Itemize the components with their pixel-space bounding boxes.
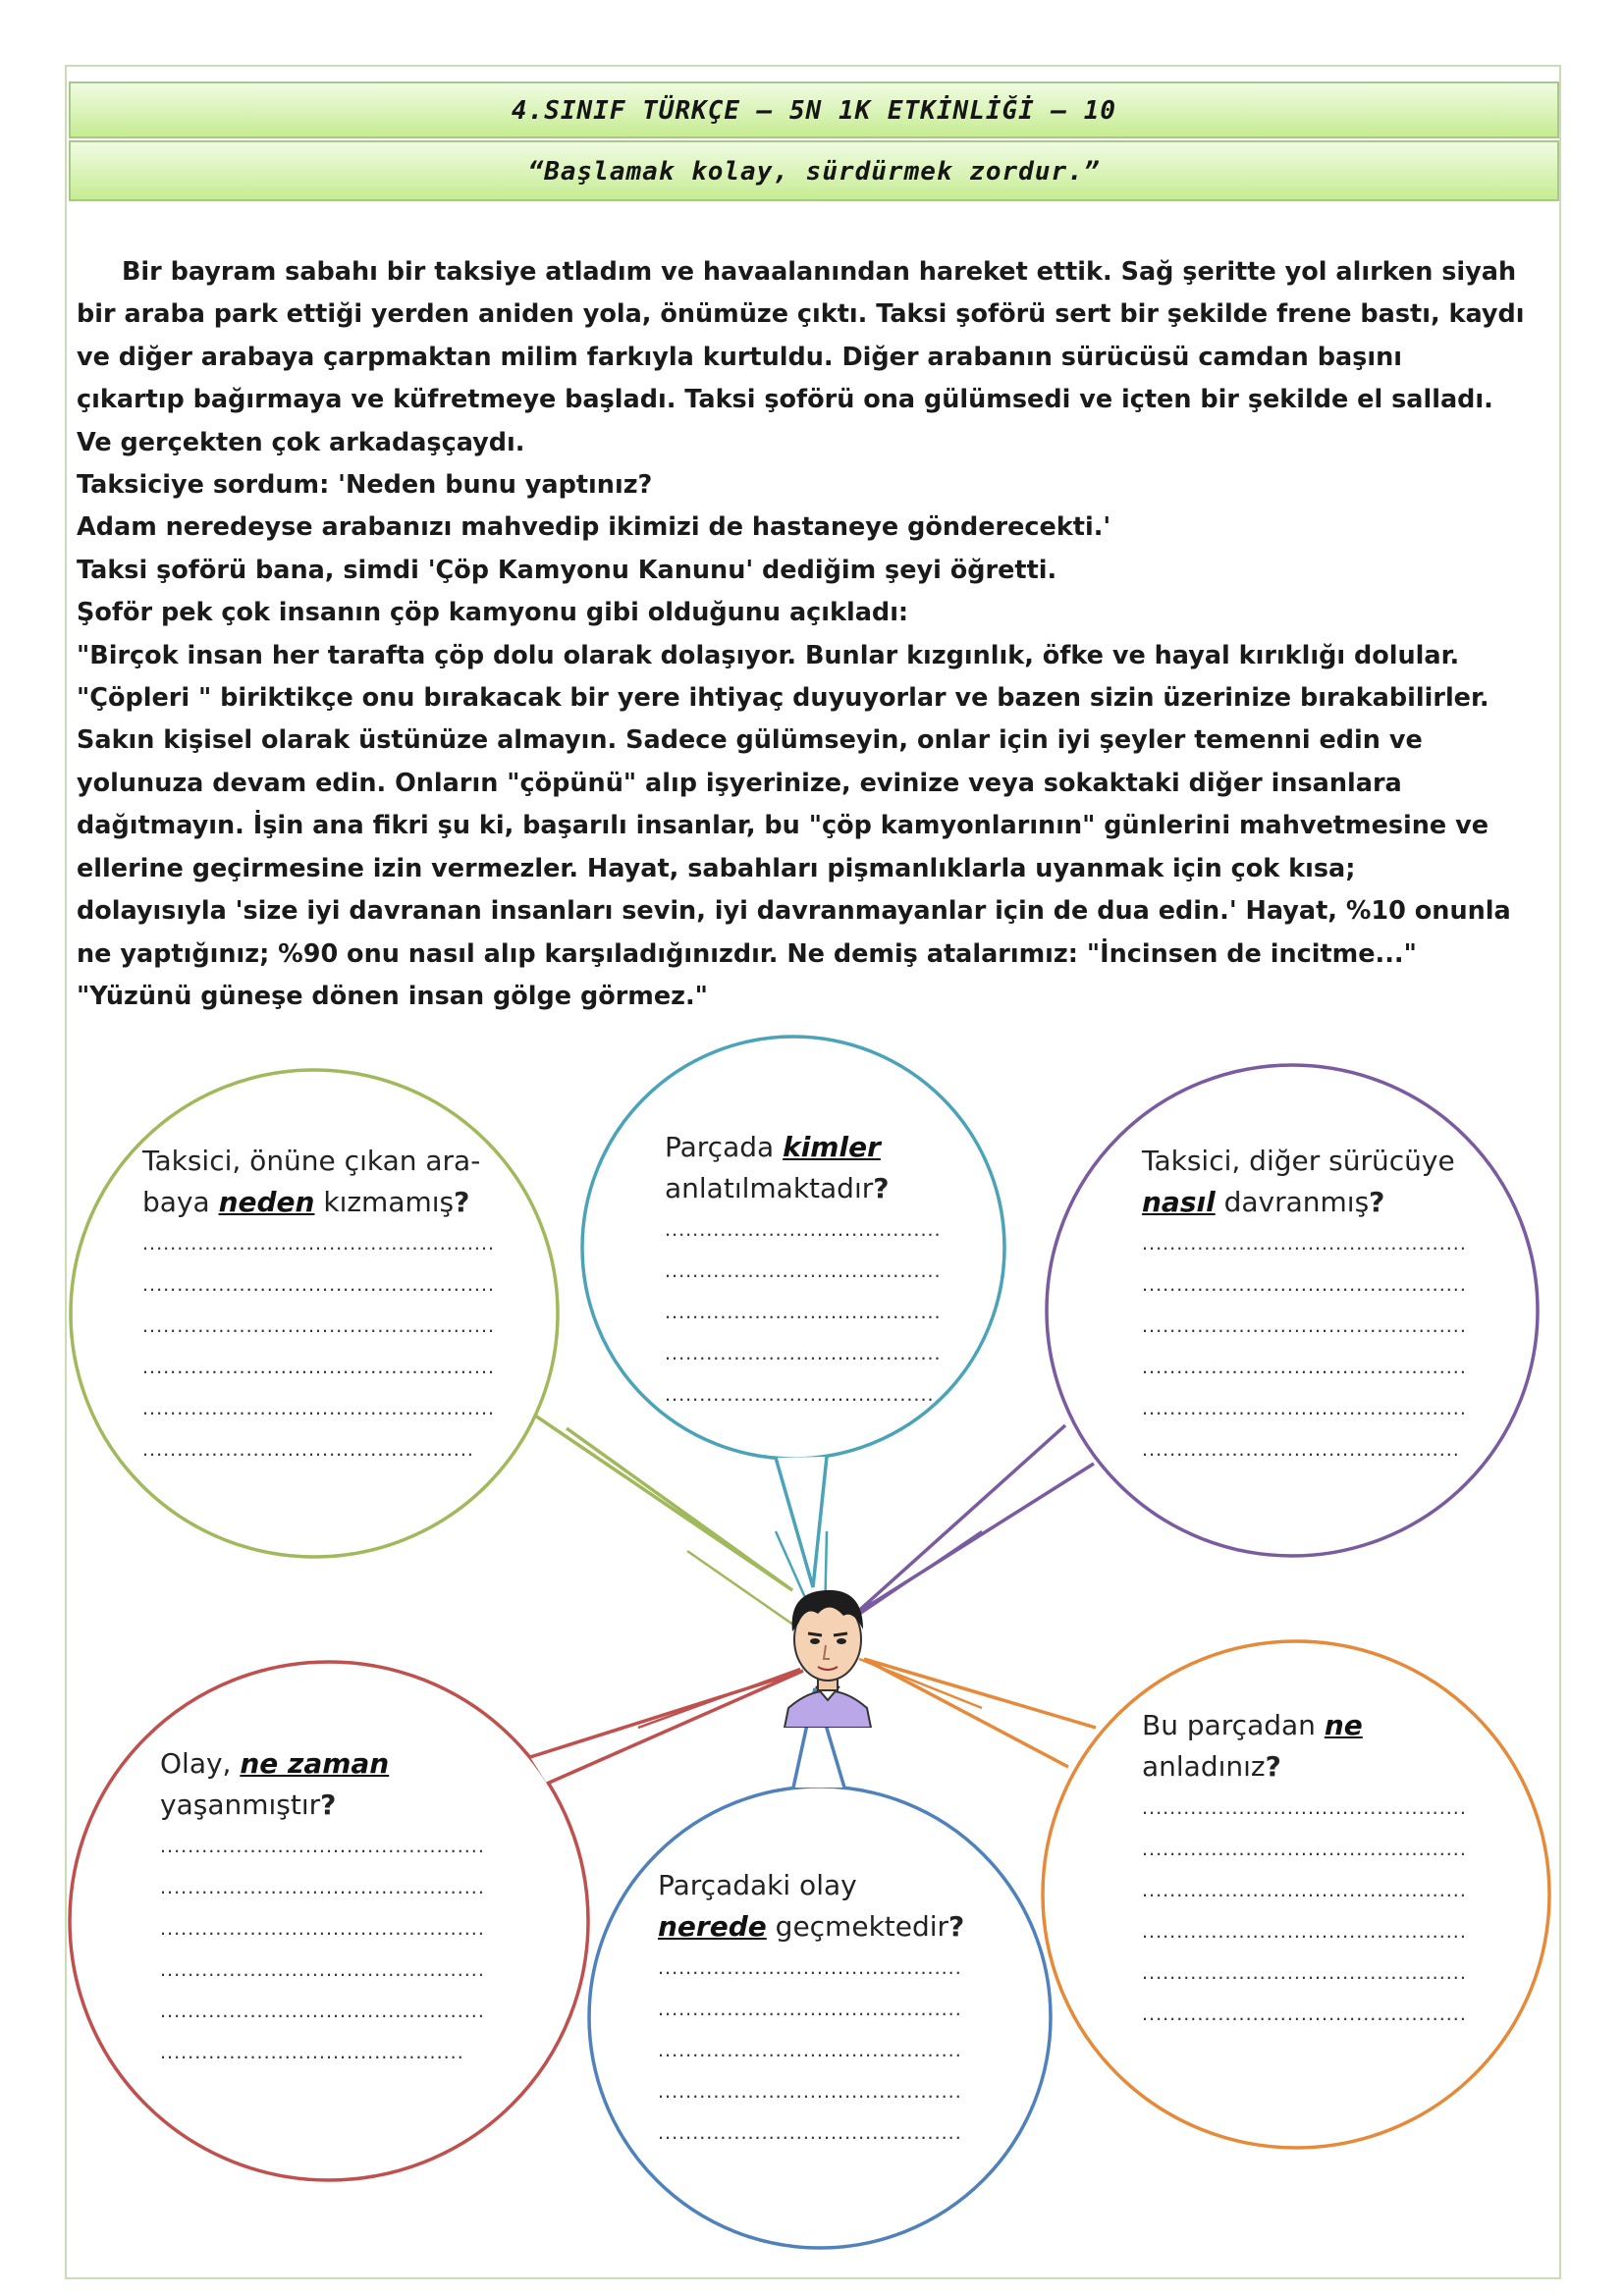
- bubble-when-tail: [530, 1671, 803, 1784]
- bubble-how-qmark: ?: [1369, 1186, 1385, 1218]
- answer-line[interactable]: ........................................: [665, 1343, 942, 1364]
- answer-line[interactable]: ...................................................: [142, 1398, 496, 1419]
- answer-line[interactable]: ............................................: [658, 2040, 962, 2061]
- answer-line[interactable]: ...............................................: [1142, 1962, 1467, 1984]
- answer-line[interactable]: ...................................................: [142, 1233, 496, 1255]
- bubble-what-qmark: ?: [1265, 1750, 1281, 1783]
- bubble-when-line2: [160, 1785, 485, 1826]
- bubble-when-qmark: ?: [320, 1789, 337, 1821]
- bubble-why-text2: kızmamış: [314, 1186, 455, 1218]
- answer-line[interactable]: ............................................: [658, 1957, 962, 1979]
- answer-line[interactable]: ........................................: [665, 1219, 942, 1241]
- answer-line[interactable]: ...................................................: [142, 1357, 496, 1378]
- story-line: çıkartıp bağırmaya ve küfretmeye başladı. Taksi şoförü ona gülümsedi ve içten bir şekilde el salladı.: [77, 385, 1493, 415]
- bubble-what-text: Bu parçadan: [1142, 1709, 1325, 1741]
- story-line: Şoför pek çok insanın çöp kamyonu gibi olduğunu açıkladı:: [77, 598, 909, 628]
- bubble-why-text: baya: [142, 1186, 219, 1218]
- bubble-where: [658, 1865, 964, 2154]
- bubble-where-keyword: nerede: [658, 1910, 767, 1943]
- bubble-when-line1: [160, 1743, 485, 1785]
- story-line: ellerine geçirmesine izin vermezler. Hayat, sabahları pişmanlıklarla uyanmak için çok kısa;: [77, 853, 1356, 883]
- answer-line[interactable]: ...............................................: [1142, 1315, 1467, 1337]
- answer-line[interactable]: ............................................: [658, 1999, 962, 2020]
- bubble-what-text2: anladınız: [1142, 1750, 1266, 1783]
- answer-line[interactable]: ................................................: [142, 1439, 474, 1461]
- bubble-when-keyword: ne zaman: [240, 1747, 390, 1780]
- bubble-where-text2: geçmektedir: [766, 1910, 949, 1943]
- answer-line[interactable]: ........................................: [665, 1260, 942, 1282]
- story-line: dağıtmayın. İşin ana fikri şu ki, başarılı insanlar, bu "çöp kamyonlarının" günlerini mahvetmesine ve: [77, 811, 1489, 841]
- answer-line[interactable]: ...............................................: [1142, 2003, 1467, 2025]
- answer-line[interactable]: ...............................................: [160, 1877, 485, 1898]
- bubble-why-keyword: neden: [218, 1186, 315, 1218]
- answer-line[interactable]: ............................................: [658, 2122, 962, 2144]
- answer-line[interactable]: ...............................................: [1142, 1233, 1467, 1255]
- story-line: Sakın kişisel olarak üstünüze almayın. Sadece gülümseyin, onlar için iyi şeyler temenni edin ve: [77, 725, 1423, 756]
- bubble-who-text: Parçada: [665, 1131, 784, 1163]
- answer-line[interactable]: ..............................................: [1142, 1439, 1460, 1461]
- answer-line[interactable]: ...............................................: [1142, 1839, 1467, 1860]
- bubble-when: [160, 1743, 485, 2073]
- bubble-why: [142, 1141, 495, 1470]
- bubble-why-tail: [535, 1415, 792, 1590]
- answer-line[interactable]: ...............................................: [160, 1836, 485, 1857]
- bubble-when-text2: yaşanmıştır: [160, 1789, 321, 1821]
- answer-line[interactable]: ...............................................: [1142, 1921, 1467, 1943]
- story-line: Ve gerçekten çok arkadaşçaydı.: [77, 427, 525, 457]
- story-line: bir araba park ettiği yerden aniden yola, önümüze çıktı. Taksi şoförü sert bir şekilde frene bastı, kaydı: [77, 299, 1525, 330]
- answer-line[interactable]: ...............................................: [1142, 1398, 1467, 1419]
- answer-line[interactable]: ...............................................: [1142, 1880, 1467, 1901]
- bubble-when-text: Olay,: [160, 1747, 241, 1780]
- bubble-how: [1142, 1141, 1467, 1470]
- bubble-who-line2: [665, 1168, 942, 1209]
- bubble-who: [665, 1127, 942, 1415]
- story-line: ne yaptığınız; %90 onu nasıl alıp karşıladığınızdır. Ne demiş atalarımız: "İncinsen de incitme...": [77, 938, 1417, 969]
- bubble-who-tail: [776, 1457, 827, 1587]
- story-line: Adam neredeyse arabanızı mahvedip ikimizi de hastaneye gönderecekti.': [77, 512, 1111, 543]
- bubble-where-line1: Parçadaki olay: [658, 1869, 857, 1901]
- story-line: yolunuza devam edin. Onların "çöpünü" alıp işyerinize, evinize veya sokaktaki diğer insanlara: [77, 768, 1402, 798]
- bubble-why-qmark: ?: [454, 1186, 470, 1218]
- answer-line[interactable]: ............................................: [160, 2042, 464, 2063]
- answer-line[interactable]: .......................................: [665, 1384, 935, 1406]
- story-line: "Çöpleri " biriktikçe onu bırakacak bir yere ihtiyaç duyuyorlar ve bazen sizin üzerinize bırakabilirler.: [77, 683, 1489, 714]
- answer-line[interactable]: ...............................................: [1142, 1357, 1467, 1378]
- answer-line[interactable]: ...............................................: [160, 1918, 485, 1940]
- story-line: Bir bayram sabahı bir taksiye atladım ve havaalanından hareket ettik. Sağ şeritte yol alırken siyah: [122, 257, 1517, 287]
- answer-line[interactable]: ...............................................: [160, 2001, 485, 2022]
- bubble-what-line1: [1142, 1705, 1467, 1746]
- answer-line[interactable]: ...............................................: [1142, 1274, 1467, 1296]
- bubble-what-keyword: ne: [1324, 1709, 1363, 1741]
- worksheet-quote: “Başlamak kolay, sürdürmek zordur.”: [69, 140, 1559, 201]
- bubble-how-question: [1142, 1182, 1467, 1223]
- story-line: ve diğer arabaya çarpmaktan milim farkıyla kurtuldu. Diğer arabanın sürücüsü camdan başını: [77, 342, 1402, 372]
- answer-line[interactable]: ...............................................: [1142, 1797, 1467, 1819]
- bubble-who-keyword: kimler: [783, 1131, 881, 1163]
- bubble-why-question: [142, 1182, 495, 1223]
- story-line: "Yüzünü güneşe dönen insan gölge görmez.": [77, 981, 708, 1011]
- bubble-who-line1: [665, 1127, 942, 1168]
- story-line: Taksiciye sordum: 'Neden bunu yaptınız?: [77, 470, 653, 501]
- bubble-what-line2: [1142, 1746, 1467, 1788]
- boy-face-icon: [769, 1571, 887, 1728]
- answer-line[interactable]: ...................................................: [142, 1274, 496, 1296]
- story-line: "Birçok insan her tarafta çöp dolu olarak dolaşıyor. Bunlar kızgınlık, öfke ve hayal kırıklığı dolular.: [77, 640, 1460, 670]
- story-line: dolayısıyla 'size iyi davranan insanları sevin, iyi davranmayanlar için de dua edin.' Hayat, %10 onunla: [77, 896, 1511, 927]
- answer-line[interactable]: ............................................: [658, 2081, 962, 2103]
- bubble-why-line1: Taksici, önüne çıkan ara-: [142, 1145, 481, 1177]
- bubble-how-text2: davranmış: [1215, 1186, 1370, 1218]
- bubble-how-line1: Taksici, diğer sürücüye: [1142, 1145, 1455, 1177]
- bubble-how-tail: [854, 1425, 1094, 1615]
- bubble-who-text2: anlatılmaktadır: [665, 1172, 874, 1204]
- answer-line[interactable]: ...................................................: [142, 1315, 496, 1337]
- bubble-where-question: [658, 1906, 964, 1948]
- bubble-what: [1142, 1705, 1467, 2035]
- answer-line[interactable]: ...............................................: [160, 1959, 485, 1981]
- bubble-who-qmark: ?: [873, 1172, 890, 1204]
- worksheet-title: 4.SINIF TÜRKÇE – 5N 1K ETKİNLİĞİ – 10: [69, 81, 1559, 138]
- answer-line[interactable]: ........................................: [665, 1302, 942, 1323]
- bubble-where-qmark: ?: [948, 1910, 965, 1943]
- bubble-how-keyword: nasıl: [1142, 1186, 1216, 1218]
- story-line: Taksi şoförü bana, simdi 'Çöp Kamyonu Kanunu' dediğim şeyi öğretti.: [77, 555, 1057, 585]
